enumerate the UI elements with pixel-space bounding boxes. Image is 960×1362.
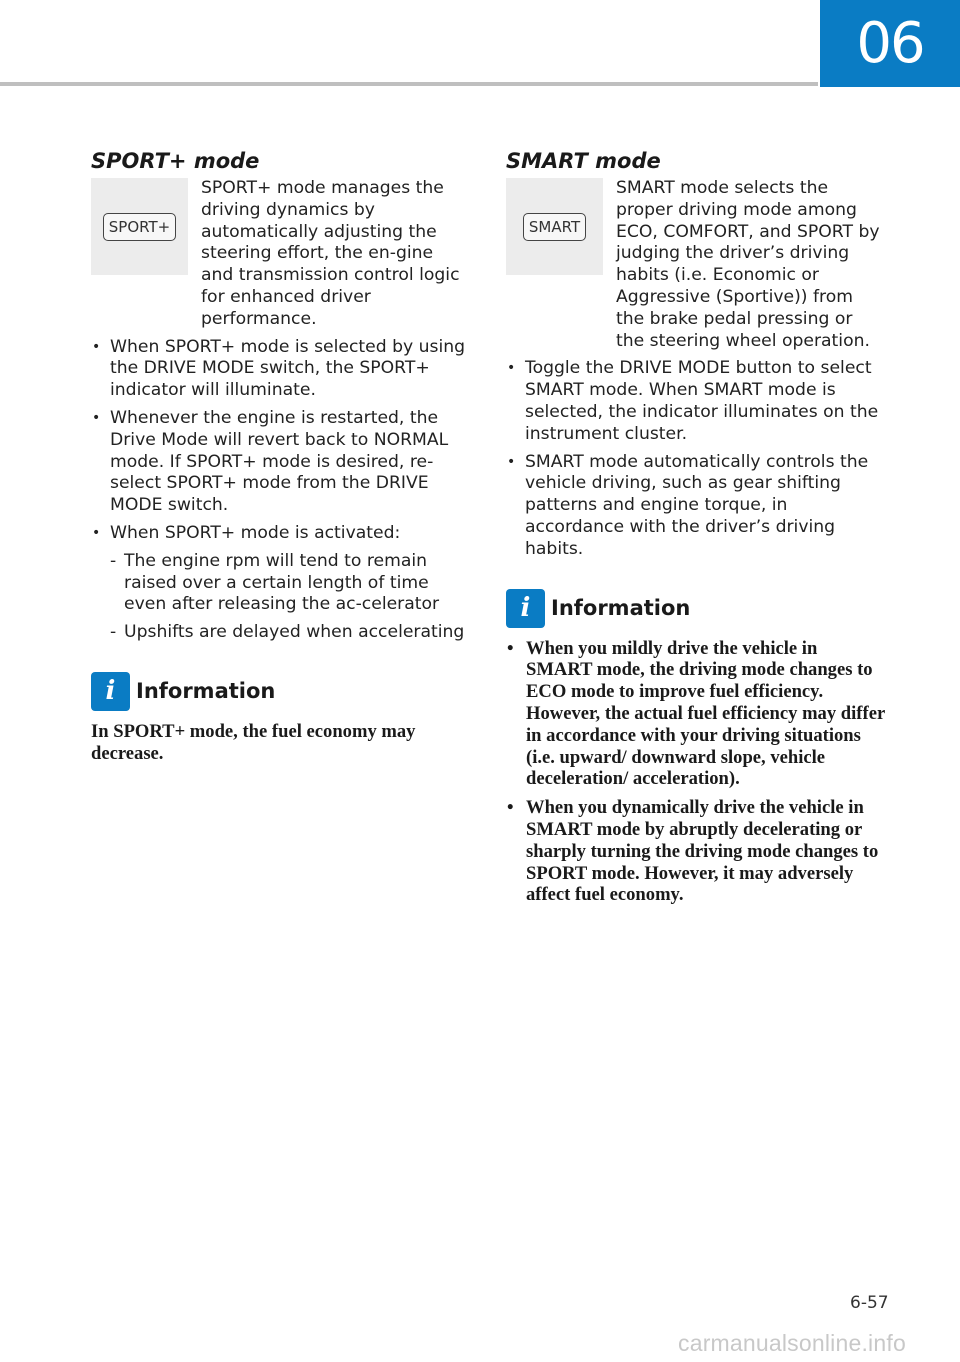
bullet-list xyxy=(506,358,886,560)
info-title: Information xyxy=(551,596,691,621)
page-number: 6-57 xyxy=(850,1293,889,1313)
intro-block xyxy=(506,178,886,352)
list-item: • Whenever the engine is restarted, the Drive Mode will revert back to NORMAL mode. If SPORT+ mode is desired, re-select SPORT+ mode from the DRIVE MODE switch. xyxy=(91,408,466,517)
intro-text: SMART mode selects the proper driving mode among ECO, COMFORT, and SPORT by judging the driver’s driving habits (i.e. Economic or Aggressive (Sportive)) from the brake pedal pressing or the steering wheel operation. xyxy=(616,178,880,351)
info-header xyxy=(91,672,466,711)
list-item: • Toggle the DRIVE MODE button to select SMART mode. When SMART mode is selected, the indicator illuminates on the instrument cluster. xyxy=(506,358,886,445)
info-text: In SPORT+ mode, the fuel economy may decrease. xyxy=(91,720,416,764)
info-list-item: • When you mildly drive the vehicle in SMART mode, the driving mode changes to ECO mode to improve fuel efficiency. However, the actual fuel efficiency may differ in accordance with your driving situations (i.e. upward/ downward slope, vehicle deceleration/ acceleration). xyxy=(506,638,886,791)
list-item: • SMART mode automatically controls the vehicle driving, such as gear shifting patterns and engine torque, in accordance with the driver’s driving habits. xyxy=(506,452,886,561)
sub-list-item: - Upshifts are delayed when accelerating xyxy=(110,622,466,644)
sport-plus-indicator-icon xyxy=(91,178,188,275)
section-title: SPORT+ mode xyxy=(91,149,260,173)
info-bullet-list xyxy=(506,638,886,907)
list-item: • When SPORT+ mode is selected by using the DRIVE MODE switch, the SPORT+ indicator will illuminate. xyxy=(91,337,466,402)
intro-text: SPORT+ mode manages the driving dynamics by automatically adjusting the steering effort, the en-gine and transmission control logic for enhanced driver performance. xyxy=(201,178,460,329)
info-icon: i xyxy=(91,672,130,711)
info-title: Information xyxy=(136,679,276,704)
sub-list-item: - The engine rpm will tend to remain raised over a certain length of time even after releasing the ac-celerator xyxy=(110,551,466,616)
list-item xyxy=(91,523,466,644)
info-list-item: • When you dynamically drive the vehicle in SMART mode by abruptly decelerating or sharply turning the driving mode changes to SPORT mode. However, it may adversely affect fuel economy. xyxy=(506,797,886,906)
section-title: SMART mode xyxy=(506,149,661,173)
sport-plus-section xyxy=(91,146,466,765)
sub-list xyxy=(110,551,466,644)
smart-mode-section xyxy=(506,146,886,913)
smart-badge: SMART xyxy=(523,213,586,241)
smart-indicator-icon xyxy=(506,178,603,275)
info-header xyxy=(506,589,886,628)
chapter-tab: 06 xyxy=(820,0,960,87)
list-item-text: When SPORT+ mode is activated: xyxy=(110,522,401,543)
bullet-list xyxy=(91,337,466,644)
intro-block xyxy=(91,178,466,331)
header-rule xyxy=(0,82,818,86)
watermark: carmanualsonline.info xyxy=(678,1330,906,1356)
sport-plus-badge: SPORT+ xyxy=(103,213,176,241)
info-icon: i xyxy=(506,589,545,628)
